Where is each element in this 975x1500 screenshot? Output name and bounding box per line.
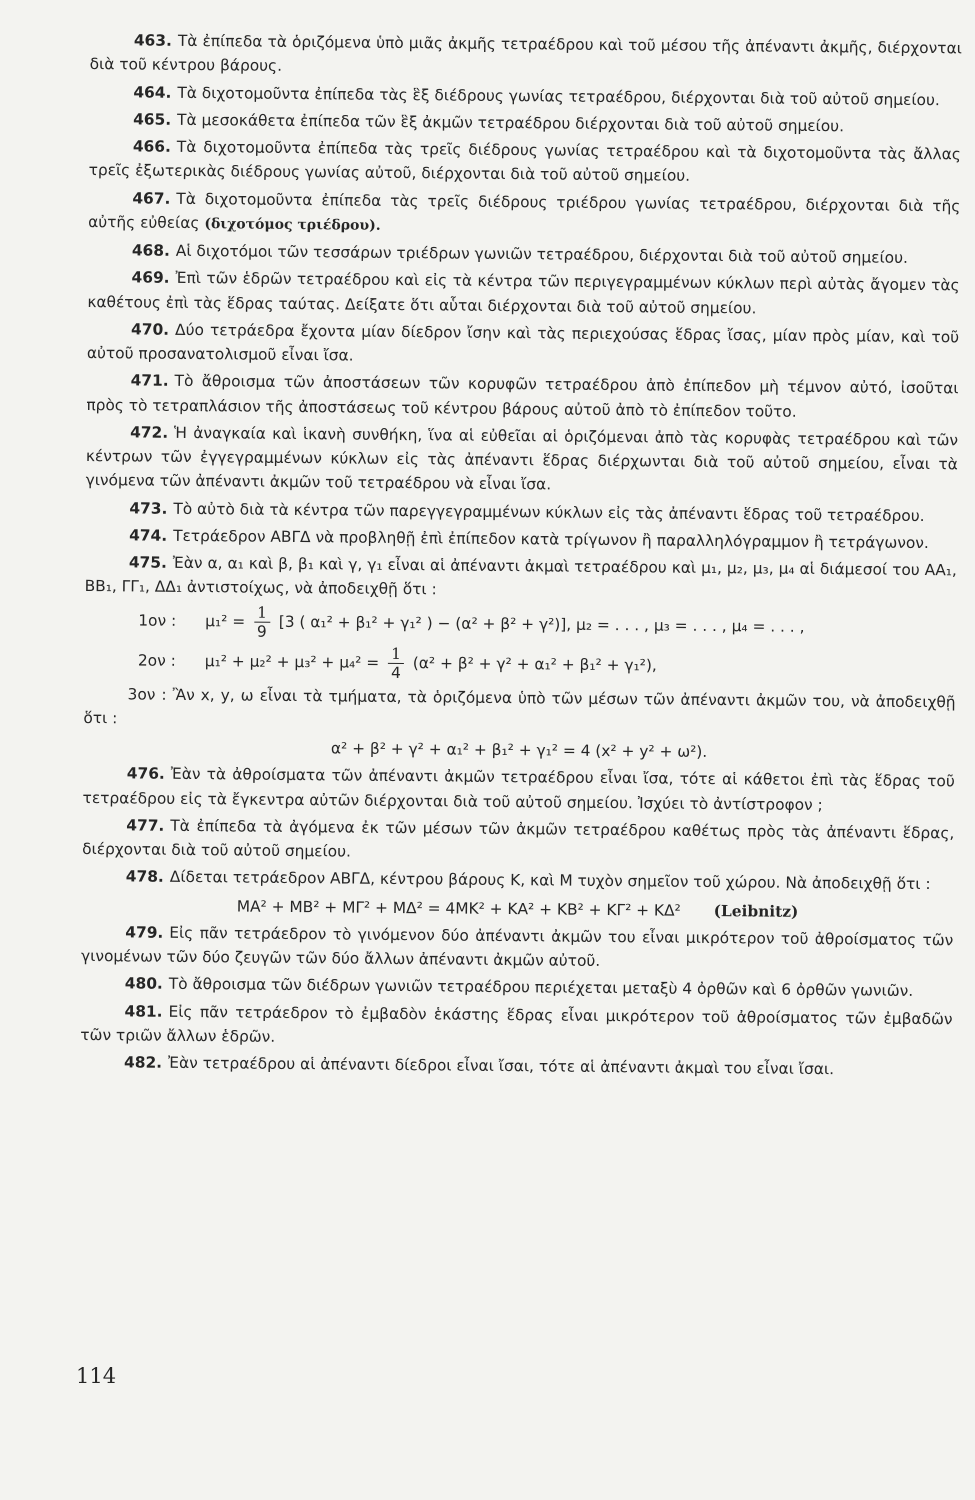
formula-rhs: (α² + β² + γ² + α₁² + β₁² + γ₁²), xyxy=(412,653,657,675)
problem-text: Ἐὰν τὰ ἀθροίσματα τῶν ἀπέναντι ἀκμῶν τετραέδρου εἶναι ἴσα, τότε αἱ κάθετοι ἐπὶ τὰς ἕδρας τοῦ τετραέδρου εἰς τὰ ἔγκεντρα αὐτῶν διέρχονται διὰ τοῦ αὐτοῦ σημείου. Ἰσχύει τὸ ἀντίστροφον ; xyxy=(82,765,955,814)
problem-text: Τὰ ἐπίπεδα τὰ ἀγόμενα ἐκ τῶν μέσων τῶν ἀκμῶν τετραέδρου καθέτως πρὸς τὰς ἀπέναντι ἕδρας, διέρχονται διὰ τοῦ αὐτοῦ σημείου. xyxy=(82,816,955,861)
problem-text: Ἐὰν α, α₁ καὶ β, β₁ καὶ γ, γ₁ εἶναι αἱ ἀπέναντι ἀκμαὶ τετραέδρου καὶ μ₁, μ₂, μ₃, μ₄ αἱ διάμεσοί του ΑΑ₁, ΒΒ₁, ΓΓ₁, ΔΔ₁ ἀντιστοίχως, νὰ ἀποδειχθῇ ὅτι : xyxy=(84,554,957,599)
formula-475-3-equation: α² + β² + γ² + α₁² + β₁² + γ₁² = 4 (x² + y² + ω²). xyxy=(330,739,708,762)
problem-text: Τὰ ἐπίπεδα τὰ ὁριζόμενα ὑπὸ μιᾶς ἀκμῆς τετραέδρου καὶ τοῦ μέσου τῆς ἀπέναντι ἀκμῆς, διέρχονται διὰ τοῦ κέντρου βάρους. xyxy=(89,31,962,76)
fraction-numerator: 1 xyxy=(254,603,270,622)
problem-467 xyxy=(88,186,960,244)
problem-number: 464. xyxy=(133,82,172,102)
problem-number: 480. xyxy=(124,974,163,993)
problem-number: 477. xyxy=(126,816,165,835)
problem-number: 478. xyxy=(125,867,164,887)
problem-number: 473. xyxy=(129,498,168,518)
formula-rhs: [3 ( α₁² + β₁² + γ₁² ) − (α² + β² + γ²)], μ₂ = . . . , μ₃ = . . . , μ₄ = . . . , xyxy=(278,612,805,636)
fraction-denominator: 9 xyxy=(256,622,267,641)
formula-475-2 xyxy=(84,642,956,687)
problem-466 xyxy=(89,134,961,191)
problem-number: 465. xyxy=(133,110,172,129)
problem-475 xyxy=(85,550,957,607)
page-body xyxy=(80,28,962,1086)
formula-lhs: μ₁² = xyxy=(205,611,246,631)
problem-476 xyxy=(82,761,954,818)
problem-text: Τὰ διχοτομοῦντα ἐπίπεδα τὰς τρεῖς διέδρους τριέδρου γωνίας τετραέδρου, διέρχονται διὰ τῆς αὐτῆς εὐθείας xyxy=(88,189,961,232)
problem-477 xyxy=(82,813,954,870)
problem-text: Ἐὰν τετραέδρου αἱ ἀπέναντι δίεδροι εἶναι ἴσαι, τότε αἱ ἀπέναντι ἀκμαὶ του εἶναι ἴσαι. xyxy=(167,1053,835,1079)
problem-term: (διχοτόμος τριέδρου). xyxy=(204,215,381,234)
fraction xyxy=(388,645,404,682)
problem-text: Ἡ ἀναγκαία καὶ ἱκανὴ συνθήκη, ἵνα αἱ εὐθεῖαι αἱ ὁριζόμεναι ἀπὸ τὰς κορυφὰς τετραέδρου καὶ τῶν κέντρων τῶν ἐγγεγραμμένων κύκλων εἰς τὰς ἀπέναντι ἕδρας διέρχωνται διὰ τοῦ αὐτοῦ σημείου, εἶναι τὰ γινόμενα τῶν ἀπέναντι ἀκμῶν τοῦ τετραέδρου νὰ εἶναι ἴσα. xyxy=(85,423,959,494)
problem-number: 469. xyxy=(131,268,170,288)
fraction-denominator: 4 xyxy=(390,663,401,682)
leibniz-equation: ΜΑ² + ΜΒ² + ΜΓ² + ΜΔ² = 4ΜΚ² + ΚΑ² + ΚΒ² + ΚΓ² + ΚΔ² xyxy=(236,896,681,920)
problem-text: Τὸ ἄθροισμα τῶν διέδρων γωνιῶν τετραέδρου περιέχεται μεταξὺ 4 ὀρθῶν καὶ 6 ὀρθῶν γωνιῶν. xyxy=(168,975,914,1001)
problem-text: Δίδεται τετράεδρον ΑΒΓΔ, κέντρου βάρους Κ, καὶ Μ τυχὸν σημεῖον τοῦ χώρου. Νὰ ἀποδειχθῇ ὅτι : xyxy=(169,868,931,894)
formula-lhs: μ₁² + μ₂² + μ₃² + μ₄² = xyxy=(204,651,380,672)
problem-471 xyxy=(86,368,958,425)
problem-472 xyxy=(86,420,959,501)
problem-number: 475. xyxy=(128,553,167,572)
formula-label: 2ον : xyxy=(137,651,176,670)
problem-number: 479. xyxy=(125,923,164,942)
problem-text: Τὰ μεσοκάθετα ἐπίπεδα τῶν ἓξ ἀκμῶν τετραέδρου διέρχονται διὰ τοῦ αὐτοῦ σημείου. xyxy=(177,110,845,136)
problem-number: 474. xyxy=(129,526,168,545)
fraction-numerator: 1 xyxy=(388,645,404,664)
problem-text: Εἰς πᾶν τετράεδρον τὸ ἐμβαδὸν ἑκάστης ἕδρας εἶναι μικρότερον τοῦ ἀθροίσματος τῶν ἐμβαδῶν τῶν τριῶν ἄλλων ἑδρῶν. xyxy=(80,1002,953,1046)
formula-475-3 xyxy=(83,682,955,739)
problem-number: 481. xyxy=(124,1001,163,1021)
problem-text: Αἱ διχοτόμοι τῶν τεσσάρων τριέδρων γωνιῶν τετραέδρου, διέρχονται διὰ τοῦ αὐτοῦ σημείου. xyxy=(175,241,909,267)
problem-number: 470. xyxy=(131,320,170,339)
problem-text: Τὸ ἄθροισμα τῶν ἀποστάσεων τῶν κορυφῶν τετραέδρου ἀπὸ ἐπίπεδον μὴ τέμνον αὐτό, ἰσοῦται πρὸς τὸ τετραπλάσιον τῆς ἀποστάσεως τοῦ κέντρου βάρους αὐτοῦ ἀπὸ τὸ ἐπίπεδον τοῦτο. xyxy=(86,372,959,421)
problem-number: 466. xyxy=(132,137,171,156)
formula-text: Ἂν x, y, ω εἶναι τὰ τμήματα, τὰ ὁριζόμενα ὑπὸ τῶν μέσων τῶν ἀπέναντι ἀκμῶν του, νὰ ἀποδειχθῇ ὅτι : xyxy=(83,685,956,728)
problem-463 xyxy=(90,28,962,85)
problem-number: 472. xyxy=(130,423,169,442)
formula-475-1 xyxy=(84,602,956,647)
problem-469 xyxy=(87,265,959,322)
problem-482 xyxy=(80,1050,952,1083)
problem-text: Τὰ διχοτομοῦντα ἐπίπεδα τὰς τρεῖς διέδρους γωνίας τετραέδρου καὶ τὰ διχοτομοῦντα τὰς ἄλλας τρεῖς ἐξωτερικὰς διέδρους γωνίας αὐτοῦ, διέρχονται διὰ τοῦ αὐτοῦ σημείου. xyxy=(88,137,961,186)
formula-label: 1ον : xyxy=(138,611,177,630)
problem-number: 482. xyxy=(123,1053,163,1072)
problem-number: 471. xyxy=(130,371,169,391)
problem-481 xyxy=(80,998,952,1055)
problem-478 xyxy=(82,864,954,897)
problem-text: Ἐπὶ τῶν ἑδρῶν τετραέδρου καὶ εἰς τὰ κέντρα τῶν περιγεγραμμένων κύκλων περὶ αὐτὰς ἄγομεν τὰς καθέτους ἐπὶ τὰς ἕδρας ταύτας. Δείξατε ὅτι αὗται διέρχονται διὰ τοῦ αὐτοῦ σημείου. xyxy=(87,269,960,318)
problem-number: 468. xyxy=(131,241,170,260)
problem-number: 476. xyxy=(126,764,165,784)
formula-label: 3ον : xyxy=(127,685,167,704)
problem-text: Δύο τετράεδρα ἔχοντα μίαν δίεδρον ἴσην καὶ τὰς περιεχούσας ἕδρας ἴσας, μίαν πρὸς μίαν, καὶ τοῦ αὐτοῦ προσανατολισμοῦ εἶναι ἴσα. xyxy=(86,320,960,365)
problem-number: 467. xyxy=(132,189,171,208)
fraction xyxy=(254,603,270,640)
theorem-name: (Leibnitz) xyxy=(713,901,799,921)
problem-text: Τετράεδρον ΑΒΓΔ νὰ προβληθῇ ἐπὶ ἐπίπεδον κατὰ τρίγωνον ἢ παραλληλόγραμμον ἢ τετράγωνον. xyxy=(173,526,929,552)
page-number: 114 xyxy=(76,1364,117,1388)
problem-number: 463. xyxy=(133,31,172,50)
problem-text: Τὰ διχοτομοῦντα ἐπίπεδα τὰς ἓξ διέδρους γωνίας τετραέδρου, διέρχονται διὰ τοῦ αὐτοῦ σημείου. xyxy=(177,83,940,109)
problem-text: Τὸ αὐτὸ διὰ τὰ κέντρα τῶν παρεγγεγραμμένων κύκλων εἰς τὰς ἀπέναντι ἕδρας τοῦ τετραέδρου. xyxy=(173,499,925,525)
problem-479 xyxy=(81,920,953,977)
problem-text: Εἰς πᾶν τετράεδρον τὸ γινόμενον δύο ἀπέναντι ἀκμῶν του εἶναι μικρότερον τοῦ ἀθροίσματος τῶν γινομένων τῶν δύο ζευγῶν τῶν δύο ἄλλων ἀπέναντι ἀκμῶν αὐτοῦ. xyxy=(81,923,954,970)
problem-470 xyxy=(87,317,959,374)
